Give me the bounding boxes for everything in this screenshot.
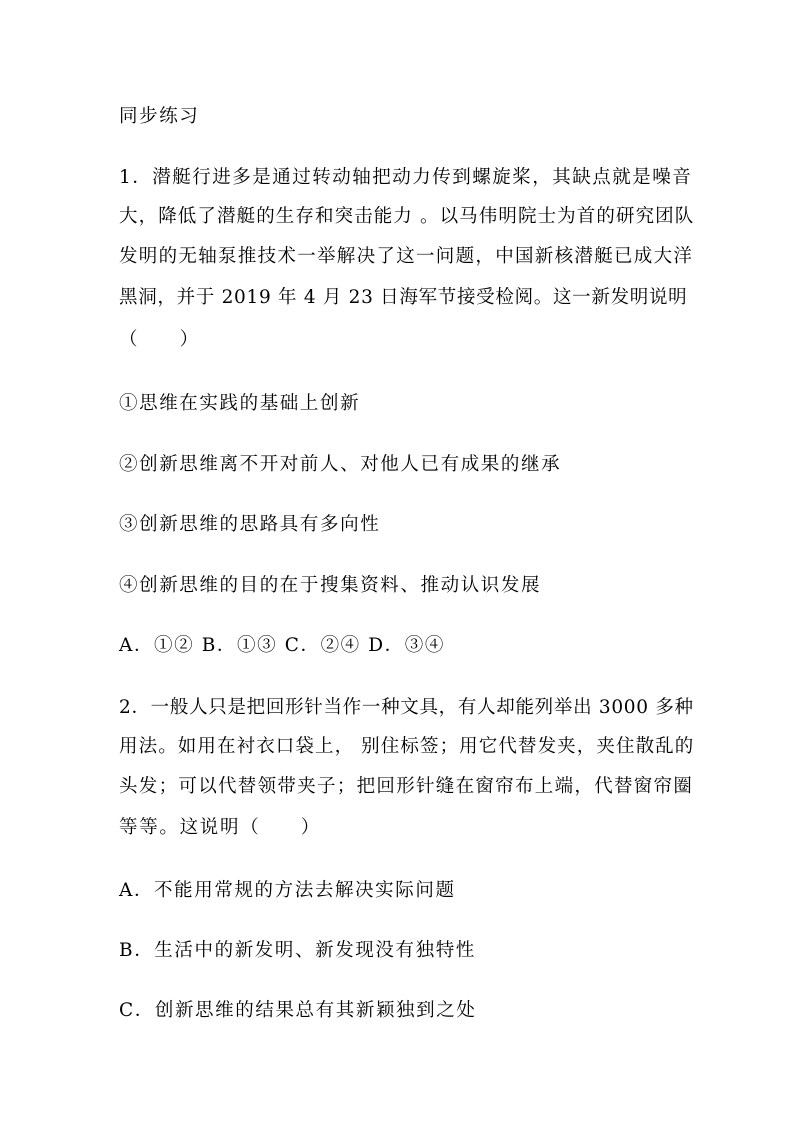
question-1-statement-4: ④创新思维的目的在于搜集资料、推动认识发展: [119, 575, 542, 596]
question-2-option-b: B．生活中的新发明、新发现没有独特性: [119, 940, 476, 961]
section-heading: 同步练习: [119, 106, 200, 127]
question-1-statement-2: ②创新思维离不开对前人、对他人已有成果的继承: [119, 454, 562, 475]
question-1-line-3: 发明的无轴泵推技术一举解决了这一问题，中国新核潜艇已成大洋: [119, 246, 694, 267]
question-1-line-1: 1．潜艇行进多是通过转动轴把动力传到螺旋桨，其缺点就是噪音: [119, 167, 693, 188]
question-1-statement-1: ①思维在实践的基础上创新: [119, 393, 361, 414]
question-1-line-4: 黑洞，并于 2019 年 4 月 23 日海军节接受检阅。这一新发明说明: [119, 287, 688, 308]
question-2-line-1: 2．一般人只是把回形针当作一种文具，有人却能列举出 3000 多种: [119, 697, 694, 718]
question-1-options: A．①② B．①③ C．②④ D．③④: [119, 635, 445, 656]
question-2-option-a: A．不能用常规的方法去解决实际问题: [119, 880, 456, 901]
question-1-answer-blank: （ ）: [119, 329, 200, 350]
question-2-line-3: 头发；可以代替领带夹子；把回形针缝在窗帘布上端，代替窗帘圈: [119, 776, 694, 797]
question-2-line-2: 用法。如用在衬衣口袋上， 别住标签；用它代替发夹，夹住散乱的: [119, 736, 695, 757]
question-1-line-2: 大，降低了潜艇的生存和突击能力 。以马伟明院士为首的研究团队: [119, 206, 695, 227]
question-2-option-c: C．创新思维的结果总有其新颖独到之处: [119, 1000, 477, 1021]
question-2-line-4: 等等。这说明（ ）: [119, 817, 322, 838]
question-1-statement-3: ③创新思维的思路具有多向性: [119, 514, 381, 535]
